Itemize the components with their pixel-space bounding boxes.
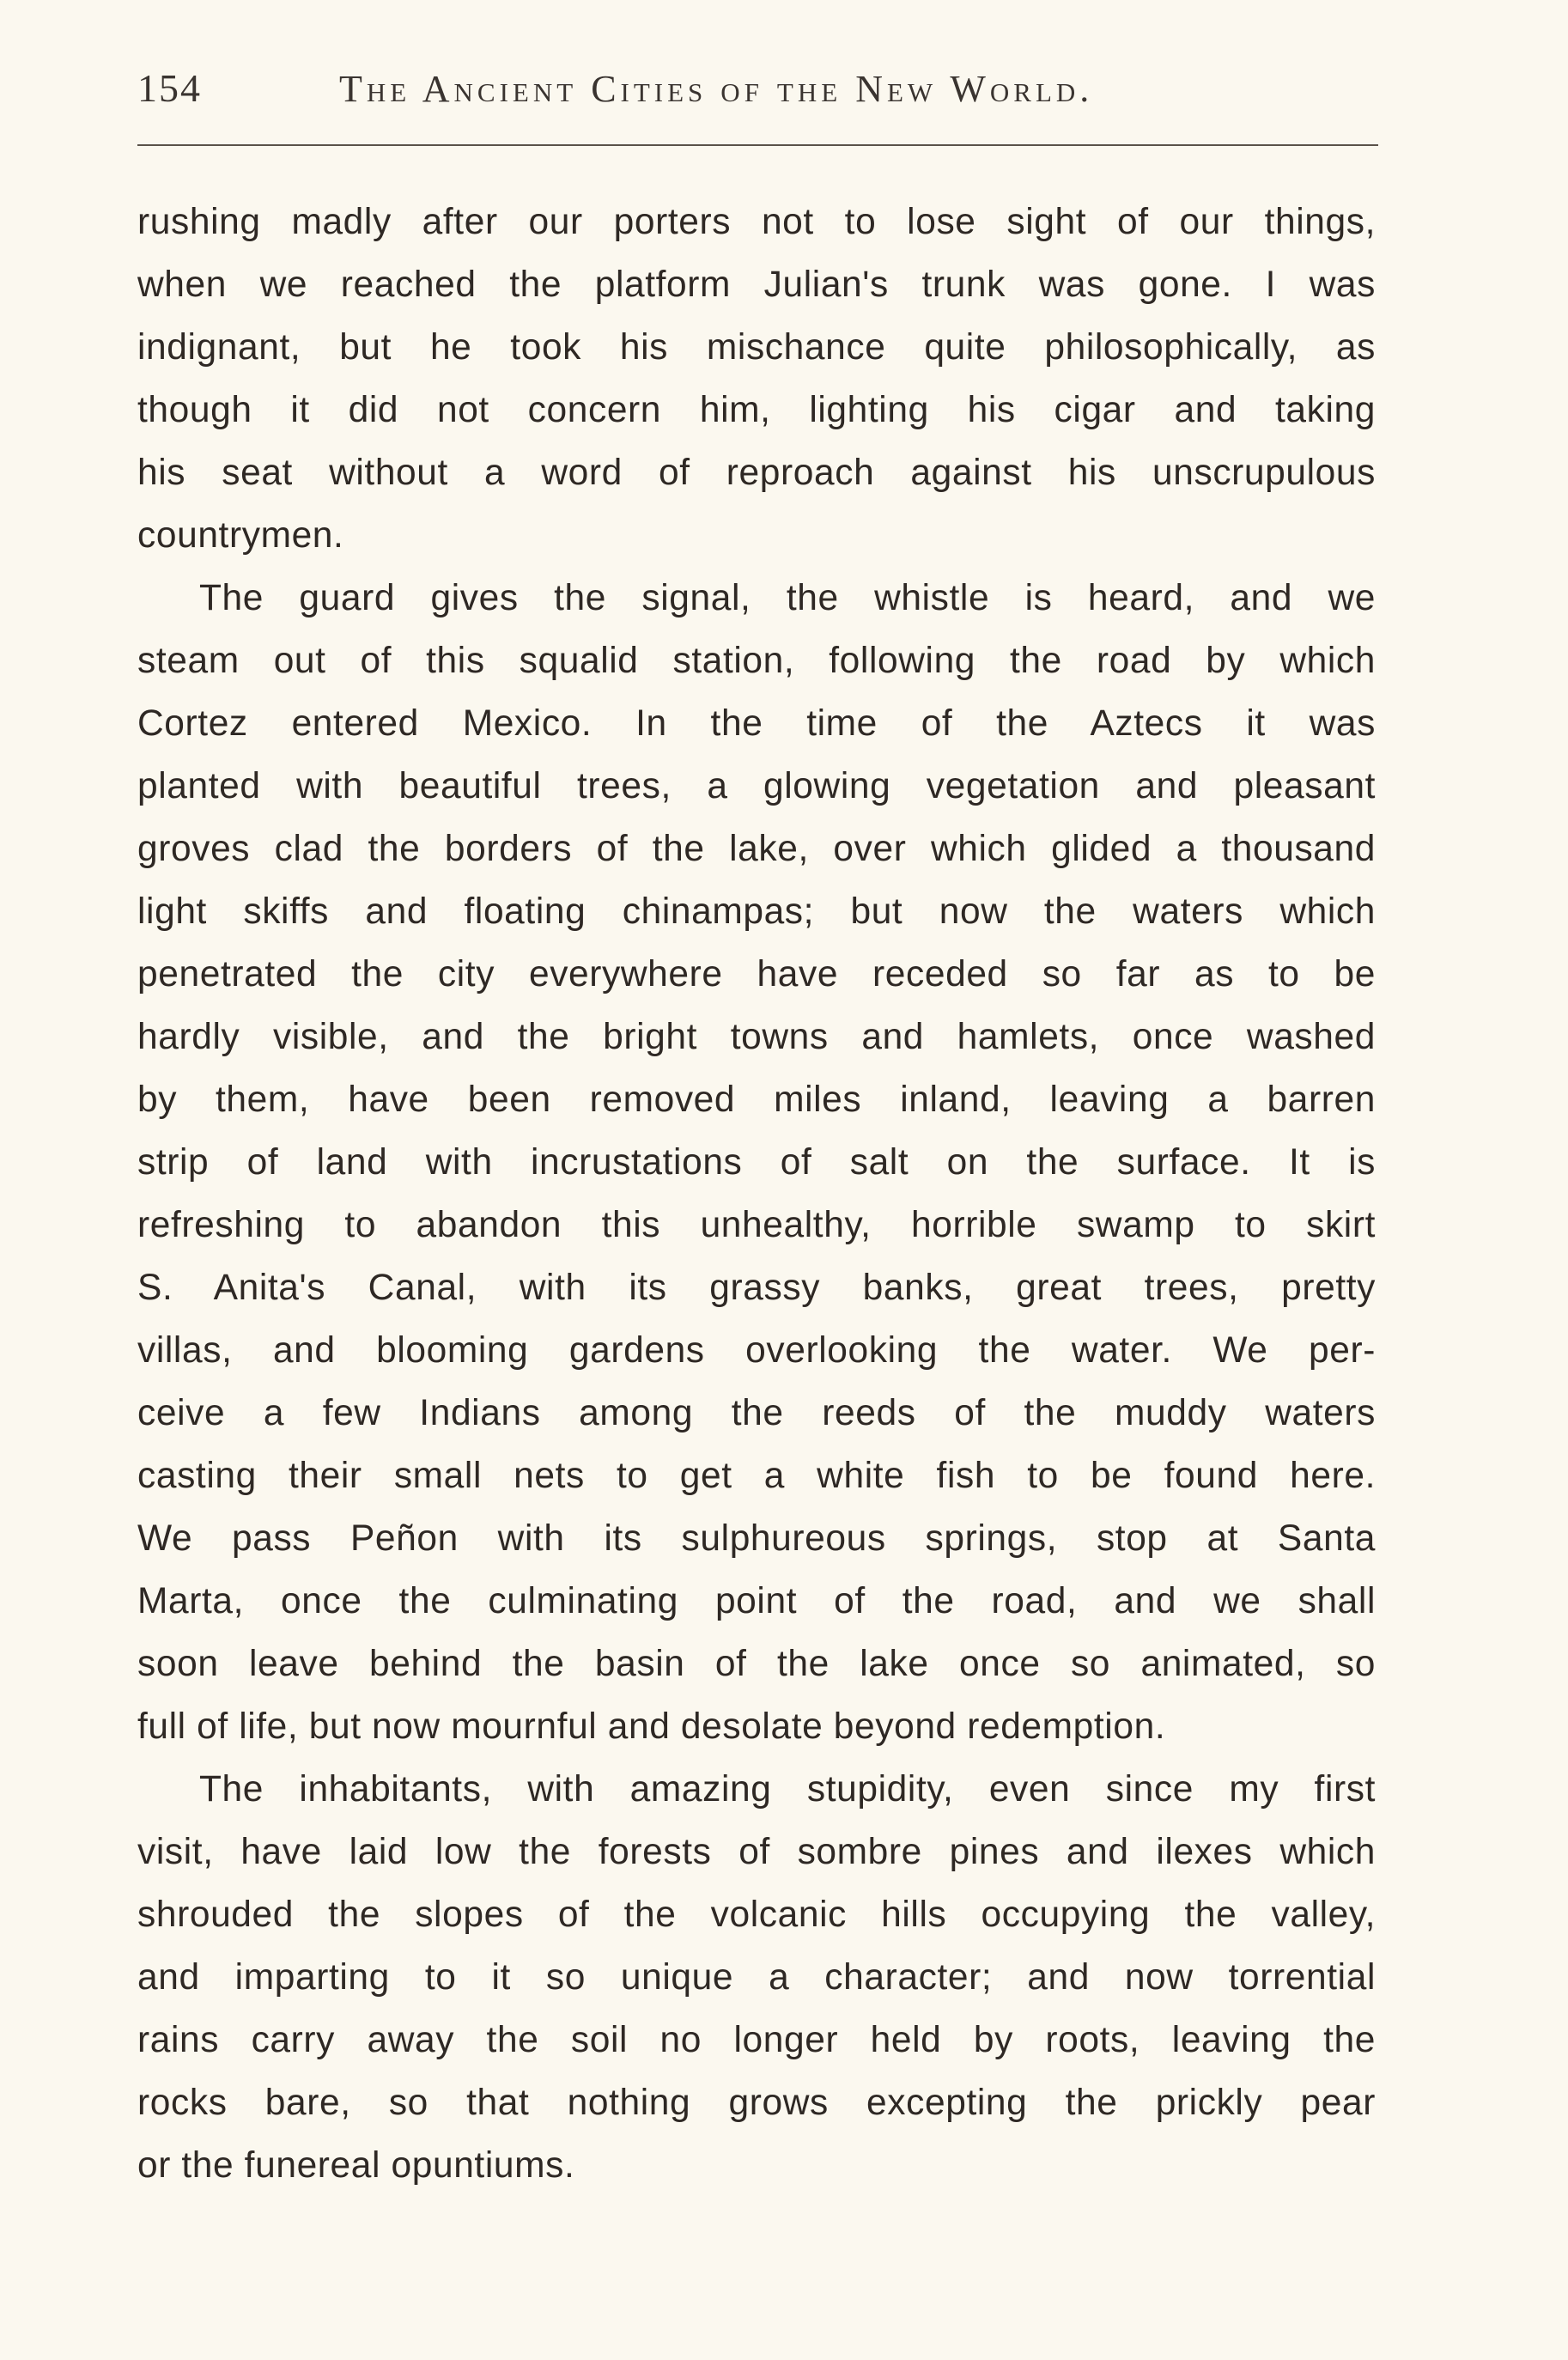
running-title: The Ancient Cities of the New World. <box>339 68 1094 110</box>
text-line: strip of land with incrustations of salt on the surface. It is <box>137 1142 1376 1183</box>
text-line: rushing madly after our porters not to lose sight of our things, <box>137 202 1376 242</box>
text-line: refreshing to abandon this unhealthy, horrible swamp to skirt <box>137 1205 1376 1245</box>
text-line: indignant, but he took his mischance quite philosophically, as <box>137 327 1376 368</box>
text-line: full of life, but now mournful and desolate beyond redemption. <box>137 1706 1166 1747</box>
text-line: Marta, once the culminating point of the road, and we shall <box>137 1581 1376 1621</box>
body-text <box>137 191 1376 2197</box>
text-line: casting their small nets to get a white fish to be found here. <box>137 1456 1376 1496</box>
text-line: groves clad the borders of the lake, over which glided a thousand <box>137 829 1376 869</box>
text-line: though it did not concern him, lighting his cigar and taking <box>137 390 1376 430</box>
text-line: and imparting to it so unique a character; and now torrential <box>137 1957 1376 1998</box>
text-line: S. Anita's Canal, with its grassy banks, great trees, pretty <box>137 1268 1376 1308</box>
text-line: planted with beautiful trees, a glowing vegetation and pleasant <box>137 766 1376 806</box>
text-line: steam out of this squalid station, following the road by which <box>137 641 1376 681</box>
text-line: shrouded the slopes of the volcanic hills occupying the valley, <box>137 1895 1376 1935</box>
text-line: rocks bare, so that nothing grows excepting the prickly pear <box>137 2083 1376 2123</box>
text-line: hardly visible, and the bright towns and hamlets, once washed <box>137 1017 1376 1057</box>
text-line: or the funereal opuntiums. <box>137 2145 575 2186</box>
text-line: villas, and blooming gardens overlooking the water. We per- <box>137 1330 1376 1371</box>
text-line: rains carry away the soil no longer held by roots, leaving the <box>137 2020 1376 2060</box>
text-line: his seat without a word of reproach against his unscrupulous <box>137 453 1376 493</box>
text-line: countrymen. <box>137 515 344 556</box>
text-line: The guard gives the signal, the whistle is heard, and we <box>199 578 1376 618</box>
text-line: penetrated the city everywhere have receded so far as to be <box>137 954 1376 994</box>
text-line: We pass Peñon with its sulphureous springs, stop at Santa <box>137 1518 1376 1559</box>
text-line: light skiffs and floating chinampas; but now the waters which <box>137 891 1376 932</box>
text-line: Cortez entered Mexico. In the time of the Aztecs it was <box>137 703 1376 744</box>
text-line: when we reached the platform Julian's trunk was gone. I was <box>137 265 1376 305</box>
text-line: visit, have laid low the forests of sombre pines and ilexes which <box>137 1832 1376 1872</box>
page-number: 154 <box>137 66 202 110</box>
text-line: soon leave behind the basin of the lake once so animated, so <box>137 1644 1376 1684</box>
text-line: by them, have been removed miles inland, leaving a barren <box>137 1080 1376 1120</box>
text-line: ceive a few Indians among the reeds of the muddy waters <box>137 1393 1376 1433</box>
header-rule <box>137 144 1378 146</box>
text-line: The inhabitants, with amazing stupidity, even since my first <box>199 1769 1376 1810</box>
page-header <box>137 60 1378 120</box>
